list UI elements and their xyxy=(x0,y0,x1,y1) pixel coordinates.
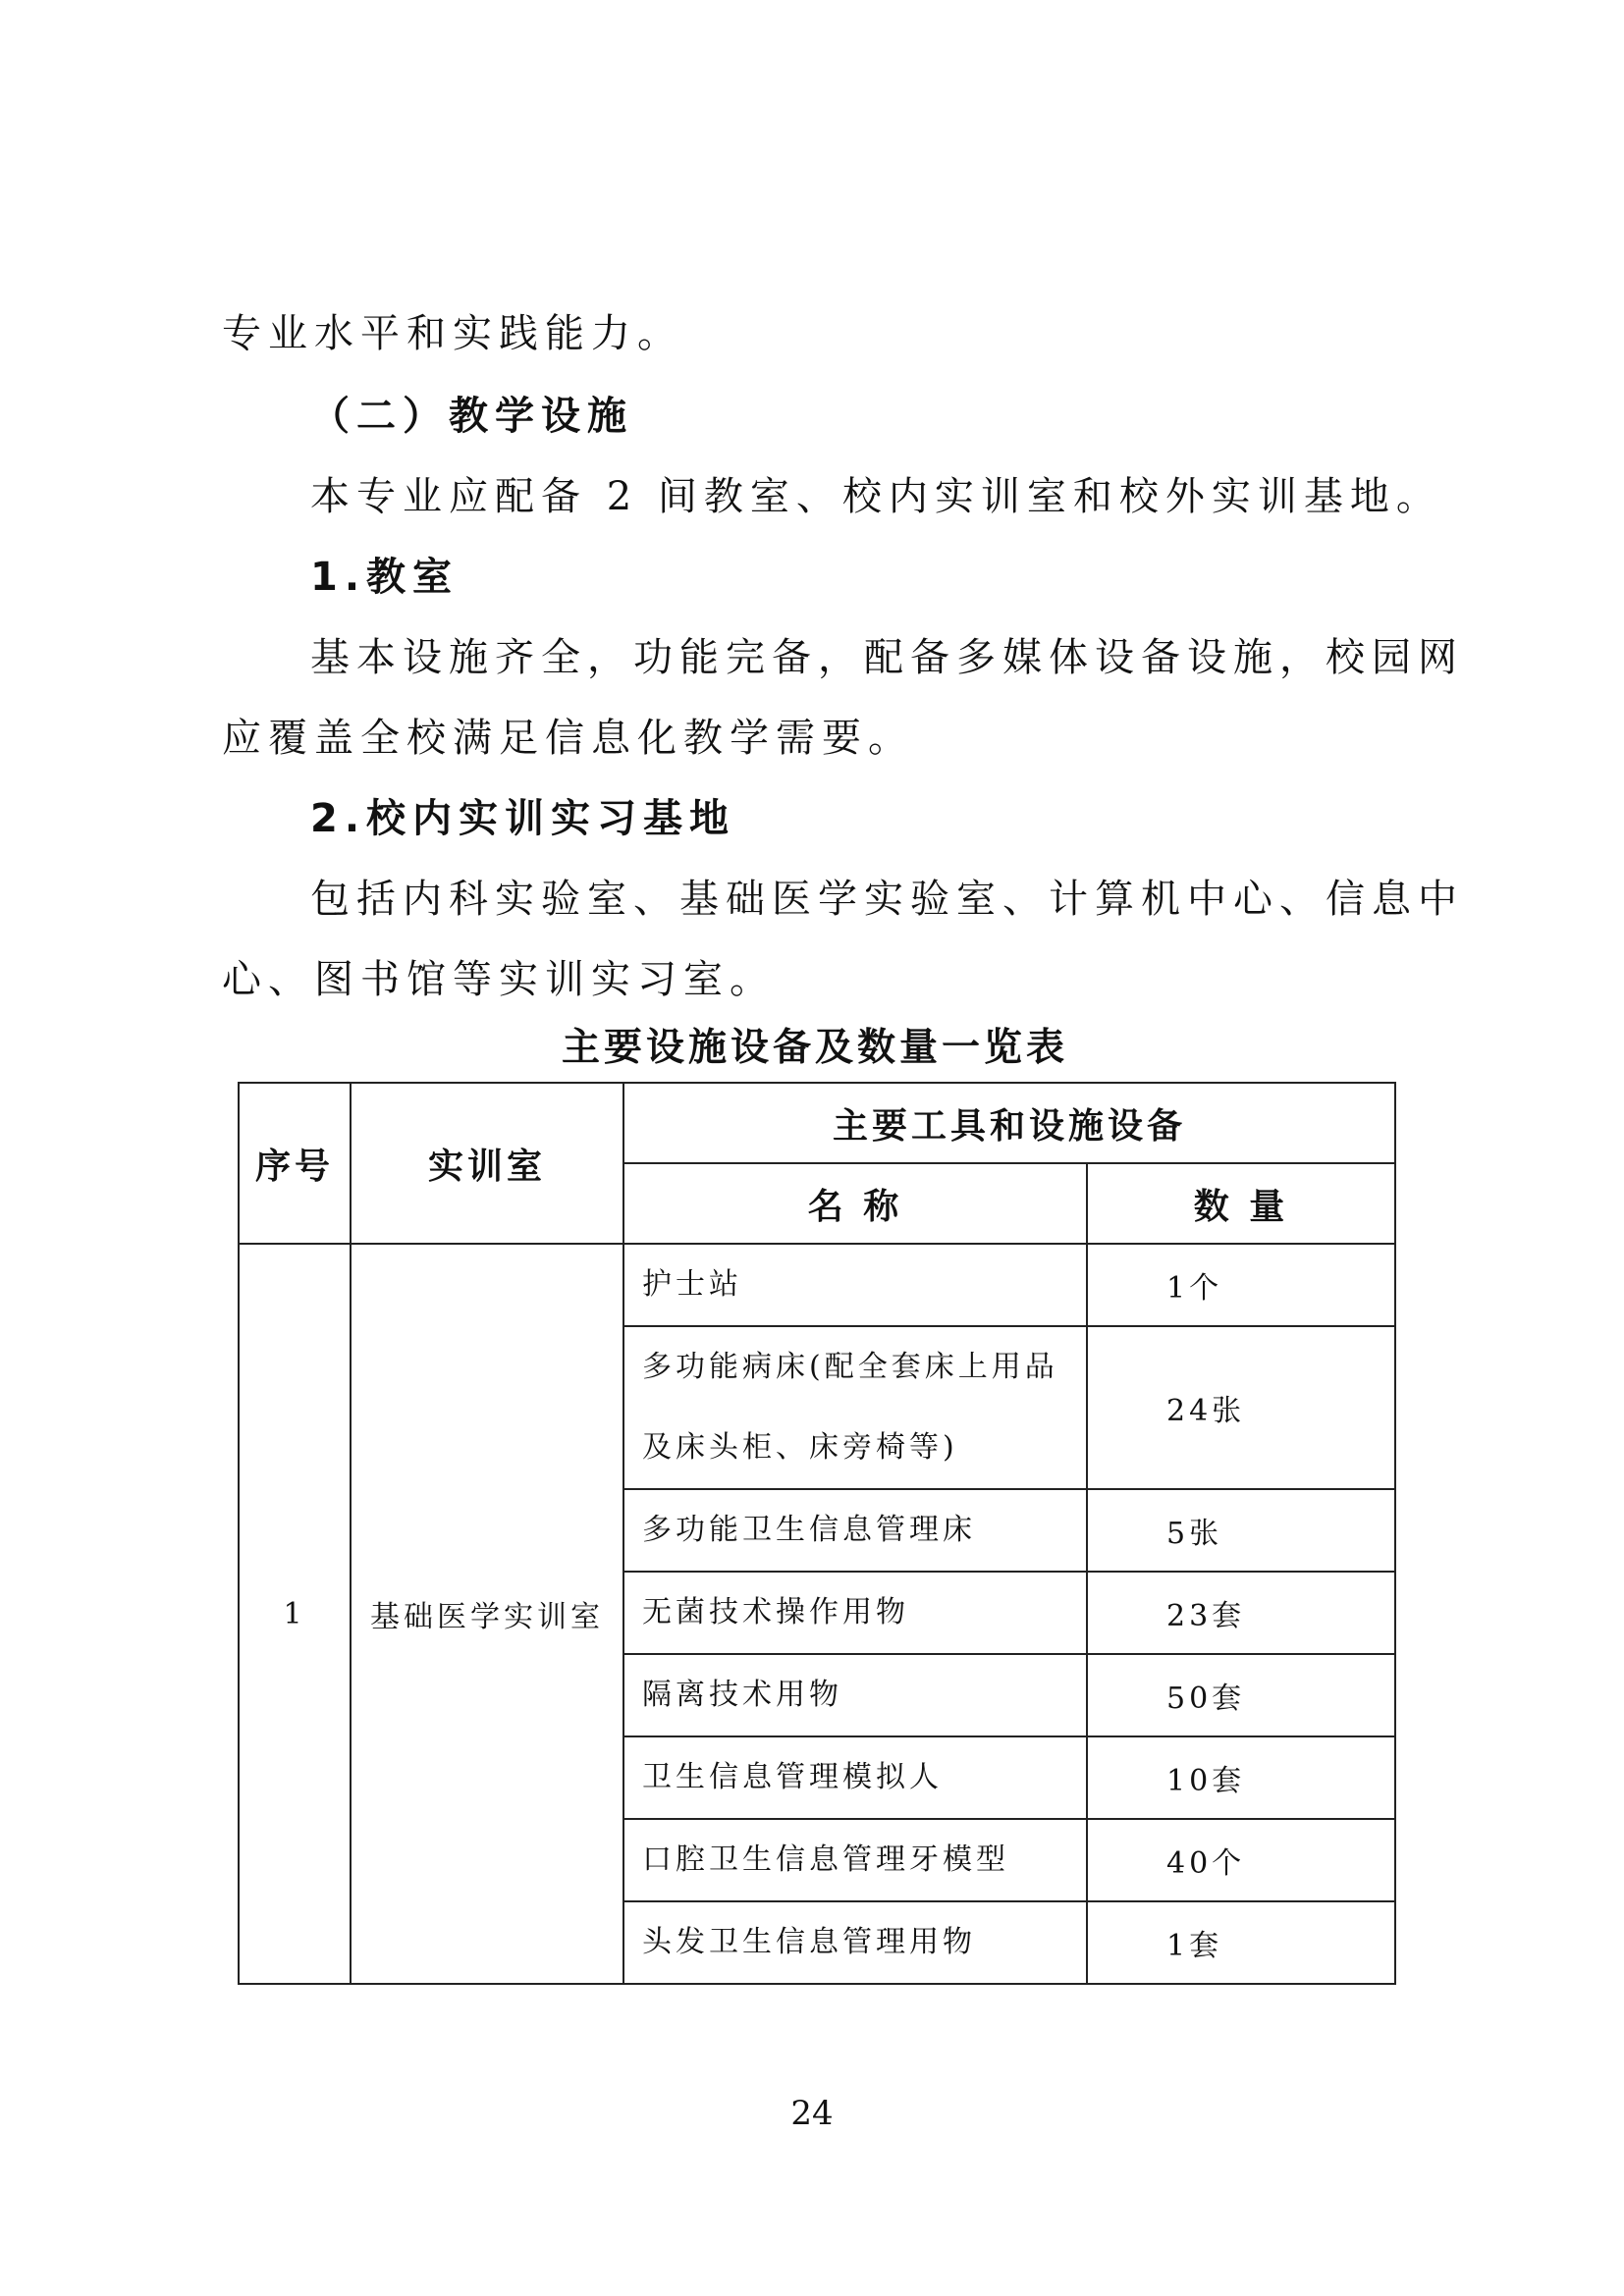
paragraph-classroom-line1: 基本设施齐全，功能完备，配备多媒体设备设施，校园网 xyxy=(310,635,1464,680)
cell-qty: 10套 xyxy=(1087,1736,1395,1819)
section-heading: （二）教学设施 xyxy=(310,394,633,439)
paragraph-training-line1: 包括内科实验室、基础医学实验室、计算机中心、信息中 xyxy=(310,877,1464,922)
cell-name: 多功能卫生信息管理床 xyxy=(623,1489,1087,1572)
page-number: 24 xyxy=(790,2094,834,2133)
cell-name: 多功能病床(配全套床上用品 及床头柜、床旁椅等) xyxy=(623,1326,1087,1489)
cell-name: 无菌技术操作用物 xyxy=(623,1572,1087,1654)
cell-qty: 23套 xyxy=(1087,1572,1395,1654)
cell-qty: 50套 xyxy=(1087,1654,1395,1736)
table-row xyxy=(239,1244,1395,1326)
table-header-row xyxy=(239,1083,1395,1163)
paragraph-facilities-intro: 本专业应配备 2 间教室、校内实训室和校外实训基地。 xyxy=(310,474,1442,519)
cell-name: 口腔卫生信息管理牙模型 xyxy=(623,1819,1087,1901)
cell-qty: 5张 xyxy=(1087,1489,1395,1572)
header-equipment: 主要工具和设施设备 xyxy=(623,1083,1395,1163)
cell-name: 头发卫生信息管理用物 xyxy=(623,1901,1087,1984)
header-quantity: 数 量 xyxy=(1087,1163,1395,1244)
cell-name: 护士站 xyxy=(623,1244,1087,1326)
header-room: 实训室 xyxy=(351,1083,623,1244)
cell-room: 基础医学实训室 xyxy=(351,1244,623,1984)
table-title: 主要设施设备及数量一览表 xyxy=(561,1026,1068,1070)
cell-qty: 40个 xyxy=(1087,1819,1395,1901)
cell-name: 隔离技术用物 xyxy=(623,1654,1087,1736)
paragraph-training-line2: 心、图书馆等实训实习室。 xyxy=(222,957,776,1002)
subheading-classroom: 1.教室 xyxy=(310,555,460,600)
cell-qty: 1个 xyxy=(1087,1244,1395,1326)
header-name: 名 称 xyxy=(623,1163,1087,1244)
cell-qty: 24张 xyxy=(1087,1326,1395,1489)
cell-seq: 1 xyxy=(239,1244,351,1984)
cell-name: 卫生信息管理模拟人 xyxy=(623,1736,1087,1819)
equipment-table xyxy=(238,1082,1396,1985)
paragraph-continuation: 专业水平和实践能力。 xyxy=(222,311,683,356)
header-seq: 序号 xyxy=(239,1083,351,1244)
paragraph-classroom-line2: 应覆盖全校满足信息化教学需要。 xyxy=(222,716,914,761)
cell-qty: 1套 xyxy=(1087,1901,1395,1984)
subheading-training-base: 2.校内实训实习基地 xyxy=(310,796,736,841)
